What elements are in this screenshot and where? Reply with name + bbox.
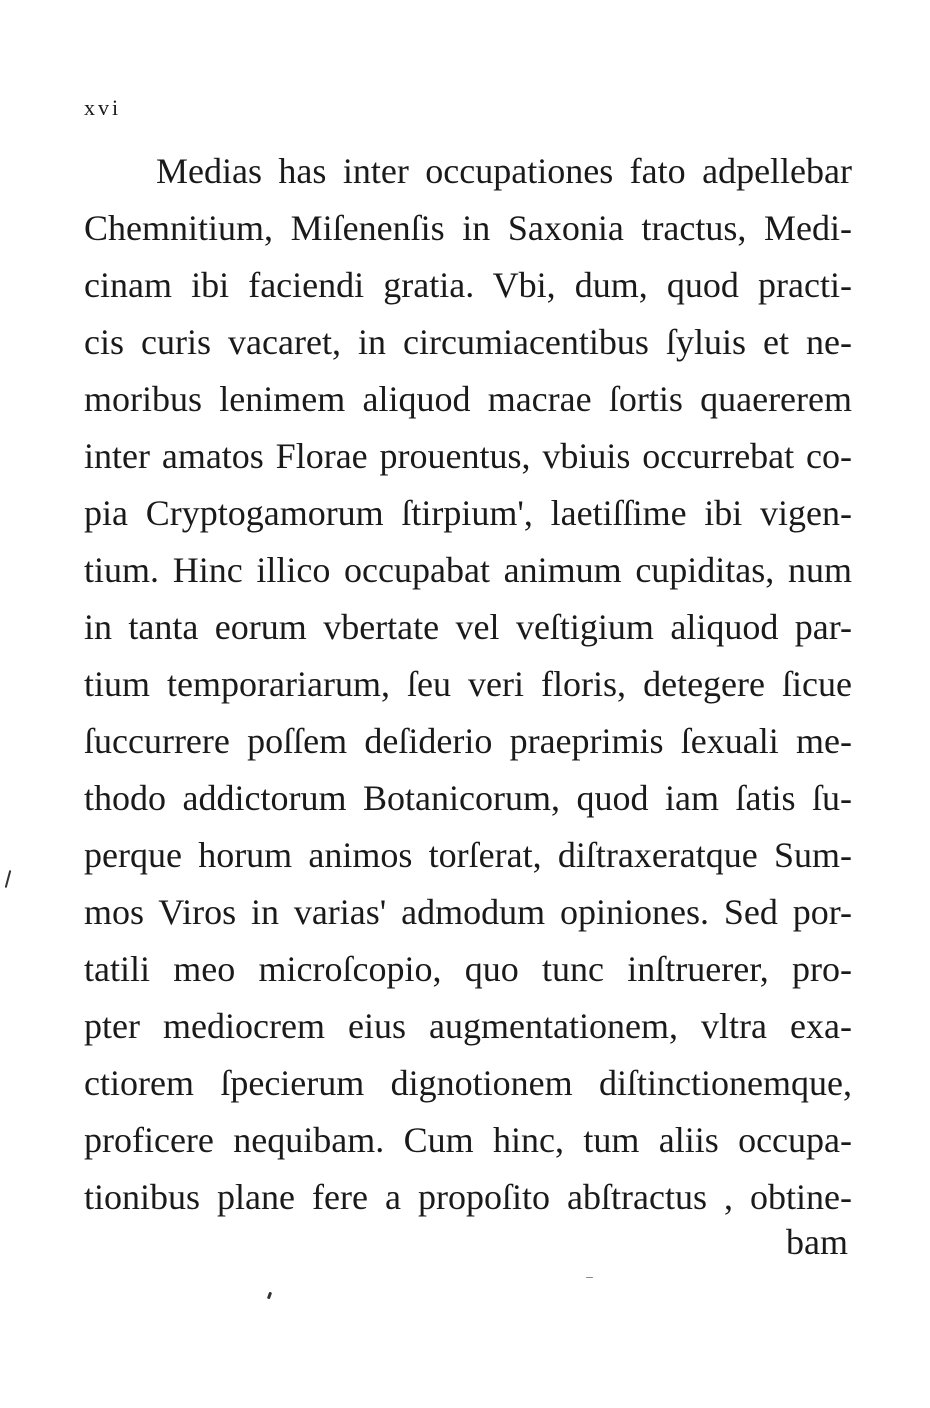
ink-speck bbox=[586, 1277, 593, 1278]
text-line: thodo addictorum Botanicorum, quod iam ſatis ſu- bbox=[84, 778, 852, 818]
text-line: inter amatos Florae prouentus, vbiuis occurrebat co- bbox=[84, 436, 852, 476]
text-line: perque horum animos torſerat, diſtraxeratque Sum- bbox=[84, 835, 852, 875]
text-line: pter mediocrem eius augmentationem, vltra exa- bbox=[84, 1006, 852, 1046]
ink-speck bbox=[5, 870, 12, 888]
text-line: tatili meo microſcopio, quo tunc inſtruerer, pro- bbox=[84, 949, 852, 989]
text-line: pia Cryptogamorum ſtirpium', laetiſſime ibi vigen- bbox=[84, 493, 852, 533]
text-line: Medias has inter occupationes fato adpellebar bbox=[156, 151, 852, 191]
body-text bbox=[84, 143, 852, 1226]
text-line: tium temporariarum, ſeu veri floris, detegere ſicue bbox=[84, 664, 852, 704]
text-line: cis curis vacaret, in circumiacentibus ſyluis et ne- bbox=[84, 322, 852, 362]
text-line: in tanta eorum vbertate vel veſtigium aliquod par- bbox=[84, 607, 852, 647]
text-line: Chemnitium, Miſenenſis in Saxonia tractus, Medi- bbox=[84, 208, 852, 248]
page-number: xvi bbox=[84, 95, 122, 120]
catchword: bam bbox=[786, 1222, 848, 1262]
text-line: tionibus plane fere a propoſito abſtractus , obtine- bbox=[84, 1177, 852, 1217]
text-line: moribus lenimem aliquod macrae ſortis quaererem bbox=[84, 379, 852, 419]
text-line: cinam ibi faciendi gratia. Vbi, dum, quod practi- bbox=[84, 265, 852, 305]
text-line: ctiorem ſpecierum dignotionem diſtinctionemque, bbox=[84, 1063, 852, 1103]
text-line: proficere nequibam. Cum hinc, tum aliis occupa- bbox=[84, 1120, 852, 1160]
text-line: tium. Hinc illico occupabat animum cupiditas, num bbox=[84, 550, 852, 590]
ink-speck bbox=[267, 1292, 272, 1300]
text-line: mos Viros in varias' admodum opiniones. Sed por- bbox=[84, 892, 852, 932]
text-line: ſuccurrere poſſem deſiderio praeprimis ſexuali me- bbox=[84, 721, 852, 761]
